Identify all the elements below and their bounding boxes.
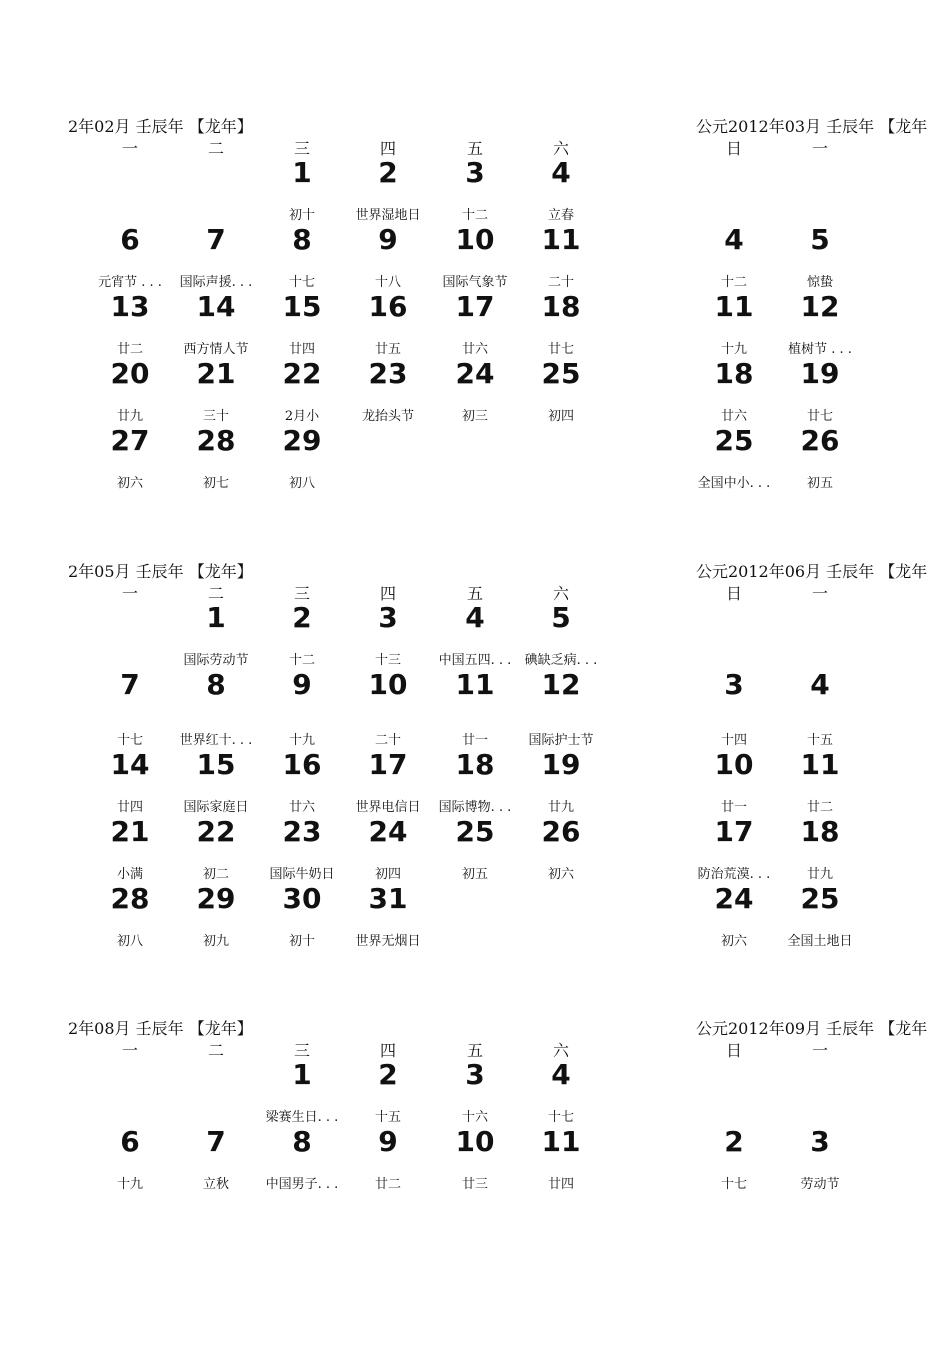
day-number[interactable]: 20 [110,357,150,390]
day-number[interactable]: 30 [282,882,322,915]
day-number[interactable]: 8 [292,223,312,256]
day-number[interactable]: 24 [368,815,408,848]
lunar-label: 2月小 [284,409,320,424]
weekday-header: 三 [293,1041,310,1060]
lunar-label: 初二 [202,867,229,882]
lunar-label: 廿三 [461,1177,488,1192]
lunar-label: 初七 [202,476,229,491]
day-number[interactable]: 15 [196,748,236,781]
month-title: 公元2012年06月 壬辰年 【龙年 [696,562,928,581]
day-number[interactable]: 4 [810,668,830,701]
lunar-label: 国际声援. . . [179,275,253,290]
day-number[interactable]: 26 [541,815,581,848]
lunar-label: 立秋 [202,1177,229,1192]
month-title: 公元2012年03月 壬辰年 【龙年 [696,117,928,136]
day-number[interactable]: 17 [455,290,495,323]
lunar-label: 初八 [288,476,315,491]
day-number[interactable]: 17 [714,815,754,848]
day-number[interactable]: 4 [551,1058,571,1091]
day-number[interactable]: 10 [368,668,408,701]
lunar-label: 初四 [547,409,574,424]
day-number[interactable]: 9 [378,1125,398,1158]
lunar-label: 十九 [720,342,747,357]
lunar-label: 国际家庭日 [183,800,249,815]
lunar-label: 碘缺乏病. . . [524,653,598,668]
lunar-label: 国际护士节 [528,733,594,748]
lunar-label: 世界湿地日 [355,208,421,223]
day-number[interactable]: 1 [206,601,226,634]
lunar-label: 梁赛生日. . . [265,1110,339,1125]
lunar-label: 十七 [288,275,315,290]
lunar-label: 十九 [288,733,315,748]
day-number[interactable]: 2 [378,156,398,189]
lunar-label: 十三 [374,653,401,668]
weekday-header: 一 [811,584,828,603]
day-number[interactable]: 11 [541,1125,581,1158]
weekday-header: 日 [725,139,742,158]
lunar-label: 二十 [374,733,401,748]
lunar-label: 龙抬头节 [361,409,414,424]
weekday-header: 日 [725,1041,742,1060]
weekday-header: 二 [207,1041,224,1060]
lunar-label: 十二 [288,653,315,668]
day-number[interactable]: 18 [714,357,754,390]
day-number[interactable]: 27 [110,424,150,457]
weekday-header: 六 [552,584,569,603]
weekday-header: 一 [121,584,138,603]
lunar-label: 十五 [806,733,833,748]
lunar-label: 十八 [374,275,401,290]
lunar-label: 防治荒漠. . . [697,867,771,882]
day-number[interactable]: 1 [292,1058,312,1091]
lunar-label: 世界电信日 [355,800,421,815]
day-number[interactable]: 13 [110,290,150,323]
day-number[interactable]: 10 [455,1125,495,1158]
weekday-header: 一 [811,139,828,158]
lunar-label: 廿九 [806,867,833,882]
lunar-label: 初六 [116,476,143,491]
lunar-label: 廿六 [288,800,315,815]
lunar-label: 廿四 [288,342,315,357]
lunar-label: 元宵节 . . . [98,275,162,290]
day-number[interactable]: 7 [206,1125,226,1158]
lunar-label: 初六 [720,934,747,949]
weekday-header: 二 [207,139,224,158]
day-number[interactable]: 1 [292,156,312,189]
day-number[interactable]: 19 [800,357,840,390]
day-number[interactable]: 23 [368,357,408,390]
weekday-header: 五 [466,1041,483,1060]
weekday-header: 五 [466,584,483,603]
day-number[interactable]: 16 [368,290,408,323]
day-number[interactable]: 8 [206,668,226,701]
month-title: 公元2012年09月 壬辰年 【龙年 [696,1019,928,1038]
day-number[interactable]: 31 [368,882,408,915]
lunar-label: 廿二 [116,342,143,357]
lunar-label: 小满 [116,867,143,882]
day-number[interactable]: 3 [378,601,398,634]
day-number[interactable]: 17 [368,748,408,781]
day-number[interactable]: 7 [206,223,226,256]
day-number[interactable]: 22 [196,815,236,848]
day-number[interactable]: 24 [455,357,495,390]
day-number[interactable]: 14 [110,748,150,781]
lunar-label: 十六 [461,1110,488,1125]
lunar-label: 全国土地日 [787,934,853,949]
lunar-label: 国际劳动节 [183,653,249,668]
day-number[interactable]: 28 [196,424,236,457]
lunar-label: 廿九 [547,800,574,815]
lunar-label: 十二 [720,275,747,290]
day-number[interactable]: 5 [810,223,830,256]
weekday-header: 六 [552,139,569,158]
lunar-label: 廿四 [547,1177,574,1192]
weekday-header: 一 [121,1041,138,1060]
weekday-header: 四 [379,139,396,158]
day-number[interactable]: 25 [800,882,840,915]
day-number[interactable]: 18 [800,815,840,848]
day-number[interactable]: 12 [800,290,840,323]
day-number[interactable]: 9 [378,223,398,256]
day-number[interactable]: 3 [465,156,485,189]
day-number[interactable]: 2 [292,601,312,634]
lunar-label: 二十 [547,275,574,290]
month-title: 2年05月 壬辰年 【龙年】 [68,562,253,581]
lunar-label: 国际博物. . . [438,800,512,815]
lunar-label: 十五 [374,1110,401,1125]
month-title: 2年08月 壬辰年 【龙年】 [68,1019,253,1038]
day-number[interactable]: 11 [541,223,581,256]
weekday-header: 三 [293,139,310,158]
lunar-label: 惊蛰 [806,275,833,290]
day-number[interactable]: 22 [282,357,322,390]
lunar-label: 廿七 [806,409,833,424]
day-number[interactable]: 10 [714,748,754,781]
lunar-label: 廿六 [720,409,747,424]
day-number[interactable]: 16 [282,748,322,781]
lunar-label: 十七 [116,733,143,748]
day-number[interactable]: 6 [120,1125,140,1158]
lunar-label: 立春 [547,208,574,223]
day-number[interactable]: 19 [541,748,581,781]
lunar-label: 廿六 [461,342,488,357]
lunar-label: 三十 [202,409,229,424]
day-number[interactable]: 4 [724,223,744,256]
day-number[interactable]: 18 [541,290,581,323]
lunar-label: 中国五四. . . [438,653,512,668]
lunar-label: 十二 [461,208,488,223]
lunar-label: 世界红十. . . [179,733,253,748]
day-number[interactable]: 14 [196,290,236,323]
day-number[interactable]: 11 [714,290,754,323]
lunar-label: 十九 [116,1177,143,1192]
lunar-label: 初十 [288,934,315,949]
lunar-label: 初五 [461,867,488,882]
day-number[interactable]: 18 [455,748,495,781]
day-number[interactable]: 3 [810,1125,830,1158]
day-number[interactable]: 15 [282,290,322,323]
lunar-label: 廿一 [461,733,488,748]
lunar-label: 廿二 [374,1177,401,1192]
day-number[interactable]: 25 [714,424,754,457]
weekday-header: 六 [552,1041,569,1060]
lunar-label: 初十 [288,208,315,223]
lunar-label: 廿七 [547,342,574,357]
lunar-label: 西方情人节 [183,342,249,357]
lunar-label: 国际牛奶日 [269,867,335,882]
weekday-header: 一 [811,1041,828,1060]
day-number[interactable]: 6 [120,223,140,256]
lunar-label: 廿一 [720,800,747,815]
day-number[interactable]: 9 [292,668,312,701]
weekday-header: 二 [207,584,224,603]
day-number[interactable]: 12 [541,668,581,701]
lunar-label: 初九 [202,934,229,949]
lunar-label: 全国中小. . . [697,476,771,491]
lunar-label: 初八 [116,934,143,949]
lunar-label: 初五 [806,476,833,491]
day-number[interactable]: 10 [455,223,495,256]
day-number[interactable]: 21 [110,815,150,848]
day-number[interactable]: 2 [724,1125,744,1158]
day-number[interactable]: 3 [465,1058,485,1091]
day-number[interactable]: 2 [378,1058,398,1091]
lunar-label: 廿九 [116,409,143,424]
day-number[interactable]: 7 [120,668,140,701]
weekday-header: 四 [379,1041,396,1060]
day-number[interactable]: 28 [110,882,150,915]
lunar-label: 植树节 . . . [788,342,852,357]
day-number[interactable]: 11 [800,748,840,781]
day-number[interactable]: 3 [724,668,744,701]
lunar-label: 廿四 [116,800,143,815]
lunar-label: 十七 [720,1177,747,1192]
day-number[interactable]: 26 [800,424,840,457]
day-number[interactable]: 4 [465,601,485,634]
weekday-header: 三 [293,584,310,603]
day-number[interactable]: 29 [282,424,322,457]
lunar-label: 中国男子. . . [265,1177,339,1192]
day-number[interactable]: 8 [292,1125,312,1158]
day-number[interactable]: 4 [551,156,571,189]
month-title: 2年02月 壬辰年 【龙年】 [68,117,253,136]
weekday-header: 五 [466,139,483,158]
day-number[interactable]: 25 [541,357,581,390]
lunar-label: 国际气象节 [442,275,508,290]
day-number[interactable]: 24 [714,882,754,915]
lunar-label: 世界无烟日 [355,934,421,949]
lunar-label: 初三 [461,409,488,424]
lunar-label: 廿五 [374,342,401,357]
day-number[interactable]: 11 [455,668,495,701]
day-number[interactable]: 21 [196,357,236,390]
lunar-label: 劳动节 [800,1177,840,1192]
day-number[interactable]: 25 [455,815,495,848]
lunar-label: 廿二 [806,800,833,815]
weekday-header: 一 [121,139,138,158]
day-number[interactable]: 23 [282,815,322,848]
lunar-label: 十七 [547,1110,574,1125]
lunar-label: 初四 [374,867,401,882]
day-number[interactable]: 29 [196,882,236,915]
lunar-label: 初六 [547,867,574,882]
lunar-label: 十四 [720,733,747,748]
weekday-header: 日 [725,584,742,603]
weekday-header: 四 [379,584,396,603]
day-number[interactable]: 5 [551,601,571,634]
